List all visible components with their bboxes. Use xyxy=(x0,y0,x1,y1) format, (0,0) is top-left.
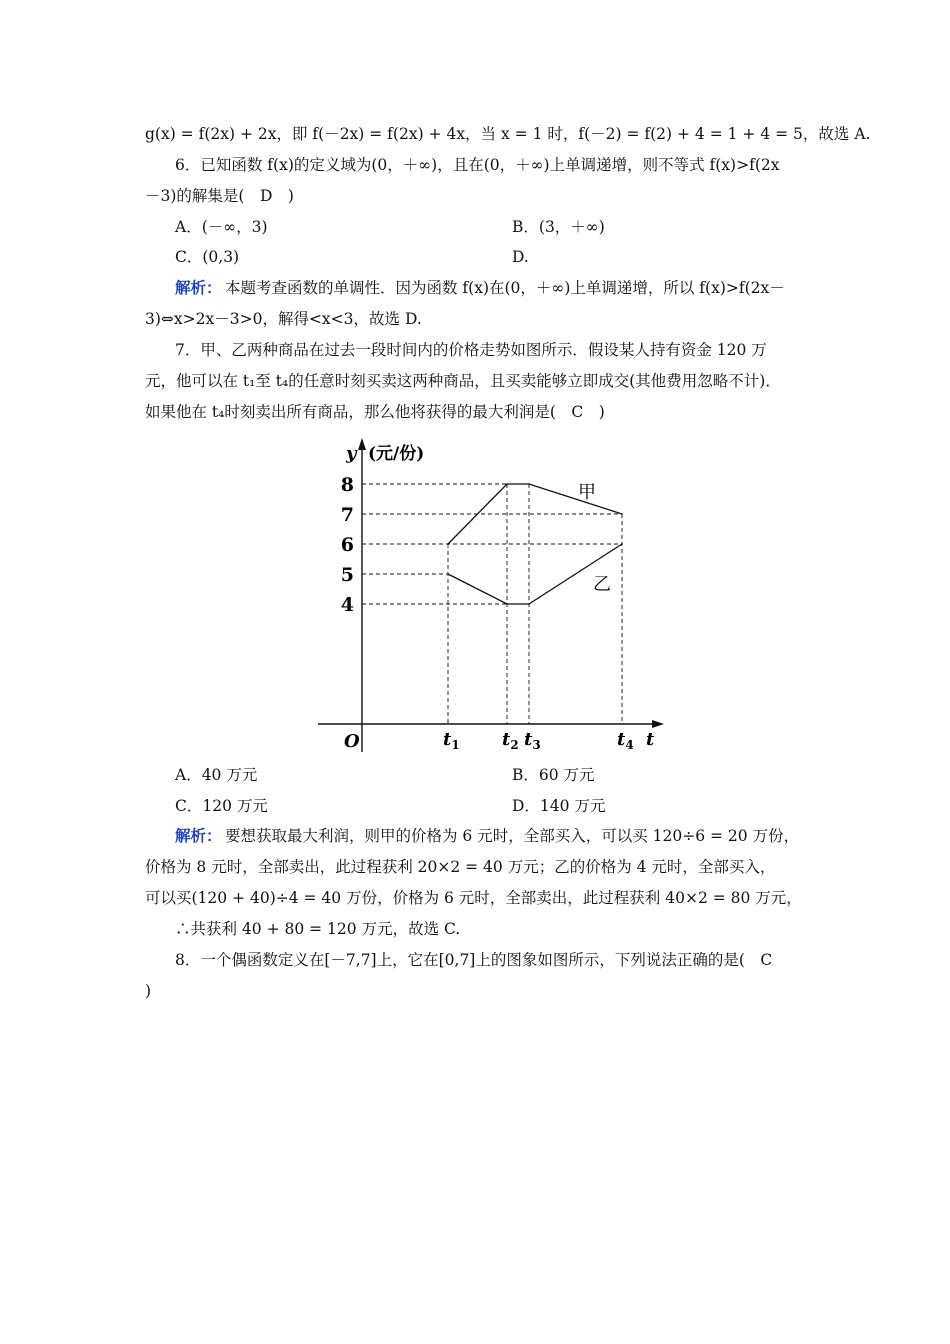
solution-7-line2: 价格为 8 元时，全部卖出，此过程获利 20×2 = 40 万元；乙的价格为 4 元时，全部买入， xyxy=(145,858,776,876)
question-8-line2: ) xyxy=(145,982,152,1000)
option-a: A．(－∞，3) xyxy=(175,218,268,236)
origin-label: O xyxy=(344,731,360,752)
option-b: B．(3，＋∞) xyxy=(512,218,605,236)
question-6-line1: 6．已知函数 f(x)的定义域为(0，＋∞)，且在(0，＋∞)上单调递增，则不等式 f(x)>f(2x xyxy=(175,156,780,174)
guide-lines xyxy=(362,484,622,724)
y-tick-label: 6 xyxy=(340,534,354,556)
option-a: A．40 万元 xyxy=(175,766,258,784)
solution-7-line1: 要想获取最大利润，则甲的价格为 6 元时，全部买入，可以买 120÷6 = 20 万份， xyxy=(225,827,800,845)
solution-label: 解析： xyxy=(175,826,222,845)
series-label-yi: 乙 xyxy=(593,574,611,595)
y-axis-label: y xyxy=(346,443,357,464)
data-point-1-2 xyxy=(506,483,508,485)
solution-6-line1: 本题考查函数的单调性．因为函数 f(x)在(0，＋∞)上单调递增，所以 f(x)>f(2x－ xyxy=(225,279,785,297)
y-tick-label: 7 xyxy=(340,504,354,526)
solution-6-line2: 3)⇔x>2x－3>0，解得<x<3，故选 D. xyxy=(145,310,422,328)
x-axis-label: t xyxy=(646,729,655,750)
price-chart xyxy=(310,434,670,754)
y-axis-unit: (元/份) xyxy=(368,444,425,464)
solution-5-end: g(x) = f(2x) + 2x，即 f(－2x) = f(2x) + 4x，当 x = 1 时，f(－2) = f(2) + 4 = 1 + 4 = 5，故选 A. xyxy=(145,125,871,143)
solution-label: 解析： xyxy=(175,278,222,297)
question-7-line2: 元，他可以在 t₁至 t₄的任意时刻买卖这两种商品，且买卖能够立即成交(其他费用忽略不计)． xyxy=(145,372,781,390)
y-tick-label: 4 xyxy=(340,594,354,616)
question-8-line1: 8．一个偶函数定义在[－7,7]上，它在[0,7]上的图象如图所示，下列说法正确的是( C xyxy=(175,951,773,969)
question-6-line2: －3)的解集是( D ) xyxy=(145,187,294,205)
x-tick-label-t4: $t_4$ xyxy=(617,729,634,752)
data-point-1-3 xyxy=(528,483,530,485)
option-c: C．120 万元 xyxy=(175,797,268,815)
option-b: B．60 万元 xyxy=(512,766,595,784)
data-point-2-2 xyxy=(506,603,508,605)
data-point-1-4 xyxy=(621,513,623,515)
option-c: C．(0,3) xyxy=(175,248,240,266)
axis-labels xyxy=(341,443,655,752)
x-tick-label-t2: $t_2$ xyxy=(502,729,519,752)
x-axis-arrow xyxy=(652,720,664,728)
x-tick-label-t1: $t_1$ xyxy=(443,729,460,752)
data-point-2-4 xyxy=(621,543,623,545)
data-point-2-3 xyxy=(528,603,530,605)
solution-7-line4: ∴共获利 40 + 80 = 120 万元，故选 C. xyxy=(175,920,461,938)
question-7-line3: 如果他在 t₄时刻卖出所有商品，那么他将获得的最大利润是( C ) xyxy=(145,403,605,421)
series-label-jia: 甲 xyxy=(578,482,596,503)
data-point-2-1 xyxy=(447,573,449,575)
y-tick-label: 8 xyxy=(340,474,354,496)
option-d: D. xyxy=(512,248,529,266)
y-tick-label: 5 xyxy=(340,564,354,586)
x-tick-label-t3: $t_3$ xyxy=(524,729,541,752)
solution-7-line3: 可以买(120 + 40)÷4 = 40 万份，价格为 6 元时，全部卖出，此过程获利 40×2 = 80 万元， xyxy=(145,889,802,907)
question-7-line1: 7．甲、乙两种商品在过去一段时间内的价格走势如图所示．假设某人持有资金 120 万 xyxy=(175,341,767,359)
data-point-1-1 xyxy=(447,543,449,545)
y-axis-arrow xyxy=(358,438,366,450)
axes xyxy=(318,438,664,752)
option-d: D．140 万元 xyxy=(512,797,606,815)
